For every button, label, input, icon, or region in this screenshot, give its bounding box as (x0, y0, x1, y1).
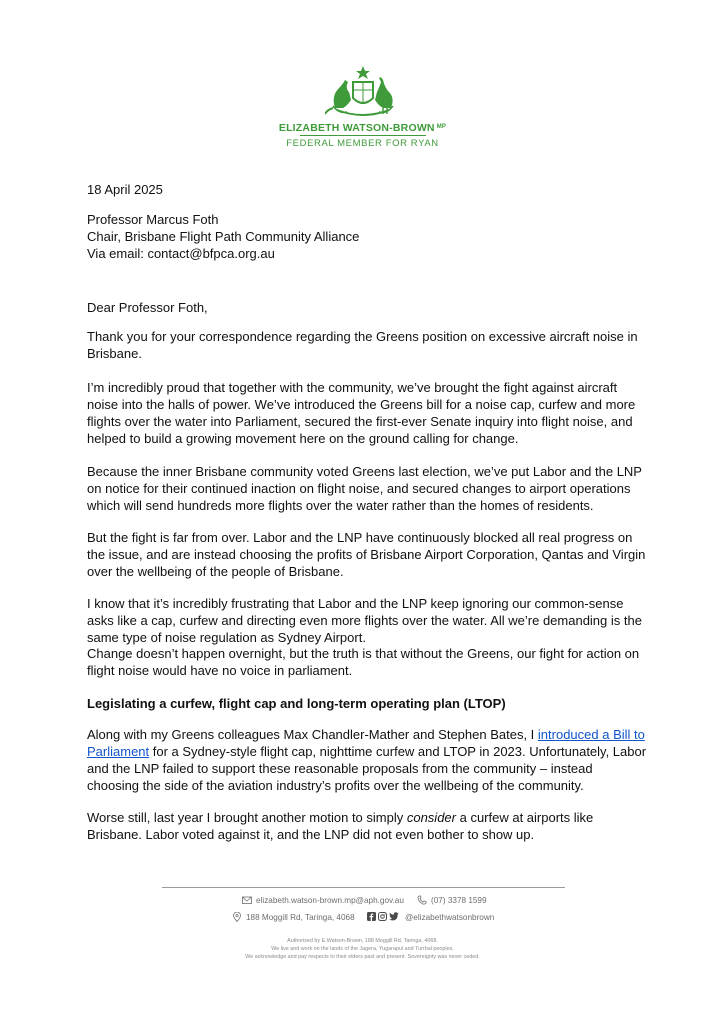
phone-icon (417, 895, 427, 905)
paragraph (87, 809, 647, 843)
paragraph-text: Worse still, last year I brought another motion to simply (87, 810, 407, 825)
footer-email (242, 895, 404, 905)
paragraph: Change doesn’t happen overnight, but the truth is that without the Greens, our fight for action on flight noise would have no voice in parliament. (87, 646, 640, 678)
envelope-icon (242, 895, 252, 905)
recipient-address (87, 211, 647, 262)
twitter-icon[interactable] (389, 912, 399, 923)
footer-divider (162, 887, 565, 888)
paragraph (87, 726, 647, 794)
instagram-icon[interactable] (378, 912, 387, 923)
footer-social (367, 912, 494, 923)
paragraph: I know that it’s incredibly frustrating that Labor and the LNP keep ignoring our common-sense asks like a cap, curfew and directing even more flights over the water. All we’re demanding is the same type of noise regulation as Sydney Airport. (87, 596, 642, 645)
recipient-email: Via email: contact@bfpca.org.au (87, 246, 275, 261)
acknowledgement-text: We live and work on the lands of the Jagera, Yugarapul and Turrbal peoples. (271, 946, 454, 952)
mp-role: FEDERAL MEMBER FOR RYAN (286, 138, 439, 149)
recipient-title: Chair, Brisbane Flight Path Community Alliance (87, 229, 360, 244)
location-pin-icon (232, 912, 242, 922)
recipient-name: Professor Marcus Foth (87, 212, 219, 227)
paragraph: Thank you for your correspondence regarding the Greens position on excessive aircraft noise in Brisbane. (87, 329, 638, 361)
letterhead-divider (300, 135, 426, 136)
coat-of-arms-icon (325, 66, 401, 120)
bill-link[interactable]: introduced a Bill to Parliament (87, 727, 645, 759)
facebook-icon[interactable] (367, 912, 376, 923)
paragraph: But the fight is far from over. Labor and the LNP have continuously blocked all real progress on the issue, and are instead choosing the profits of Brisbane Airport Corporation, Qantas and Virgin over the wellbeing of the people of Brisbane. (87, 530, 646, 579)
mp-name: ELIZABETH WATSON-BROWN $^{MP}$ (278, 122, 447, 134)
salutation: Dear Professor Foth, (87, 300, 208, 315)
footer-phone-text: (07) 3378 1599 (431, 895, 487, 905)
paragraph: Because the inner Brisbane community voted Greens last election, we’ve put Labor and the LNP on notice for their continued inaction on flight noise, and secured changes to airport operations which will send hundreds more flights over the water rather than the homes of residents. (87, 464, 642, 513)
social-handle[interactable]: @elizabethwatsonbrown (405, 913, 495, 922)
paragraph: I’m incredibly proud that together with the community, we’ve brought the fight against aircraft noise into the halls of power. We’ve introduced the Greens bill for a noise cap, curfew and more flights over the water into Parliament, secured the first-ever Senate inquiry into flight noise, and helped to build a growing movement here on the ground calling for change. (87, 380, 636, 446)
footer-phone (417, 895, 487, 905)
paragraph-text: a curfew at airports like Brisbane. Labor voted against it, and the LNP did not even bother to show up. (87, 810, 594, 842)
footer-address (232, 912, 355, 922)
acknowledgement-text: We acknowledge and pay respects to their elders past and present. Sovereignty was never ceded. (245, 954, 480, 960)
emphasis-text: consider (406, 810, 456, 825)
letter-date: 18 April 2025 (87, 182, 163, 197)
mp-suffix: MP (436, 124, 447, 130)
authorisation-text: Authorised by E.Watson-Brown, 188 Moggill Rd, Taringa, 4068. (287, 938, 438, 944)
section-heading: Legislating a curfew, flight cap and long-term operating plan (LTOP) (87, 696, 506, 711)
paragraph-text: for a Sydney-style flight cap, nighttime curfew and LTOP in 2023. Unfortunately, Labor and the LNP failed to support these reasonable proposals from the community – instead choosing the side of the aviation industry’s profits over the wellbeing of the community. (87, 744, 647, 793)
footer-email-text: elizabeth.watson-brown.mp@aph.gov.au (256, 895, 404, 905)
paragraph-text: Along with my Greens colleagues Max Chandler-Mather and Stephen Bates, I (87, 727, 538, 742)
footer-address-text: 188 Moggill Rd, Taringa, 4068 (246, 912, 355, 922)
